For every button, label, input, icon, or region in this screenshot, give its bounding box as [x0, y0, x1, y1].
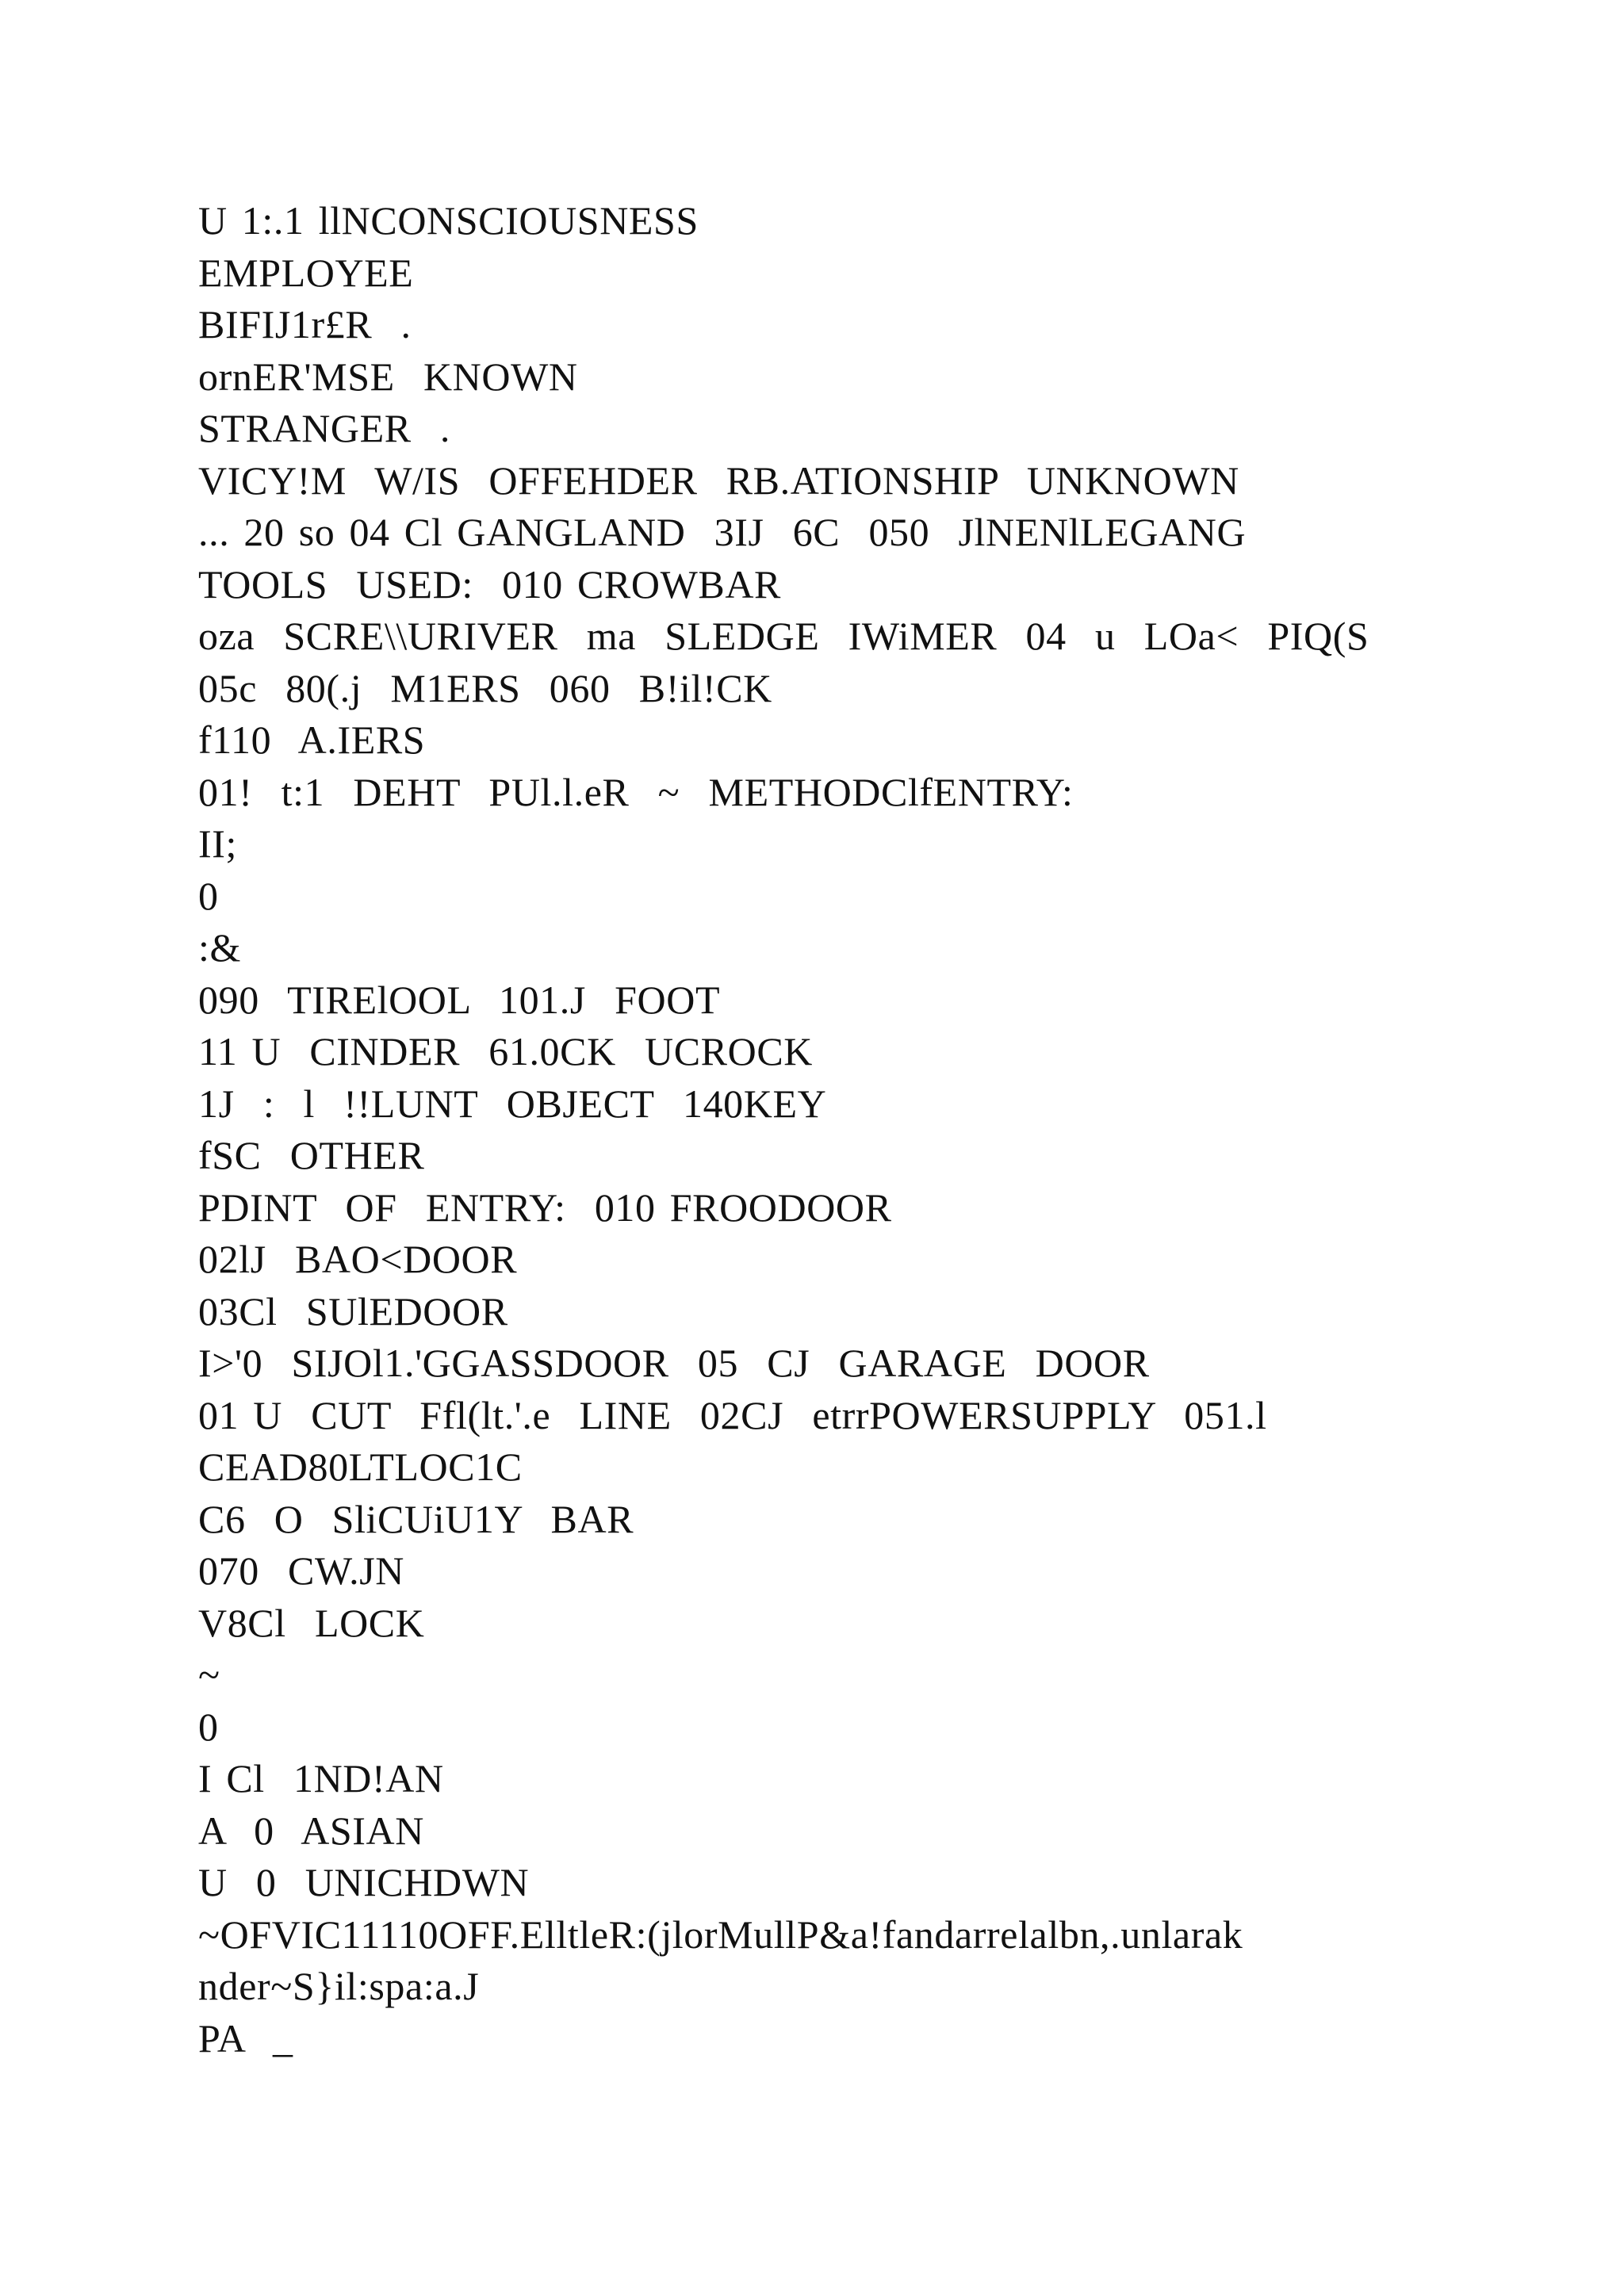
ocr-text-block	[198, 195, 1546, 2064]
text-line: II;	[198, 821, 237, 866]
text-line: VICY!M W/IS OFFEHDER RB.ATIONSHIP UNKNOWN	[198, 457, 1239, 503]
text-line: 03Cl SUlEDOOR	[198, 1288, 508, 1334]
text-line: ... 20 so 04 Cl GANGLAND 3IJ 6C 050 JlNENlLEGANG	[198, 510, 1247, 554]
text-line: 070 CW.JN	[198, 1548, 405, 1593]
text-line: f110 A.IERS	[198, 718, 426, 762]
text-line: EMPLOYEE	[198, 250, 414, 295]
text-line: :&	[198, 925, 241, 970]
text-line: U 1:.1 llNCONSCIOUSNESS	[198, 198, 699, 243]
text-line: 11 U CINDER 61.0CK UCROCK	[198, 1029, 813, 1073]
text-line: fSC OTHER	[198, 1133, 425, 1177]
text-line: I>'0 SIJOl1.'GGASSDOOR 05 CJ GARAGE DOOR	[198, 1341, 1150, 1385]
text-line: BIFIJ1r£R .	[198, 302, 412, 346]
text-line: nder~S}il:spa:a.J	[198, 1964, 480, 2008]
text-line: ~	[198, 1652, 220, 1697]
text-line: A 0 ASIAN	[198, 1808, 424, 1853]
text-line: PDINT OF ENTRY: 010 FROODOOR	[198, 1184, 892, 1230]
text-line: 0	[198, 873, 219, 918]
text-line: 0	[198, 1704, 219, 1749]
text-line: C6 O SliCUiU1Y BAR	[198, 1496, 634, 1541]
text-line: oza SCRE\\URIVER ma SLEDGE IWiMER 04 u LOa< PIQ(S	[198, 614, 1369, 658]
text-line: 01! t:1 DEHT PUl.l.eR ~ METHODClfENTRY:	[198, 769, 1074, 814]
text-line: 01 U CUT Ffl(lt.'.e LINE 02CJ etrrPOWERSUPPLY 051.l	[198, 1392, 1267, 1437]
text-line: ~OFVIC11110OFF.ElltleR:(jlorMullP&a!fandarrelalbn,.unlarak	[198, 1911, 1243, 1957]
text-line: PA _	[198, 2015, 293, 2061]
text-line: TOOLS USED: 010 CROWBAR	[198, 561, 781, 607]
text-line: ornER'MSE KNOWN	[198, 354, 578, 399]
text-line: 02lJ BAO<DOOR	[198, 1237, 518, 1281]
text-line: 090 TIRElOOL 101.J FOOT	[198, 977, 721, 1022]
text-line: I Cl 1ND!AN	[198, 1756, 444, 1800]
text-line: STRANGER .	[198, 406, 451, 450]
text-line: 1J : l !!LUNT OBJECT 140KEY	[198, 1081, 827, 1126]
text-line: 05c 80(.j M1ERS 060 B!il!CK	[198, 665, 772, 710]
text-line: U 0 UNICHDWN	[198, 1860, 530, 1904]
text-line: V8Cl LOCK	[198, 1600, 425, 1645]
text-line: CEAD80LTLOC1C	[198, 1445, 523, 1489]
